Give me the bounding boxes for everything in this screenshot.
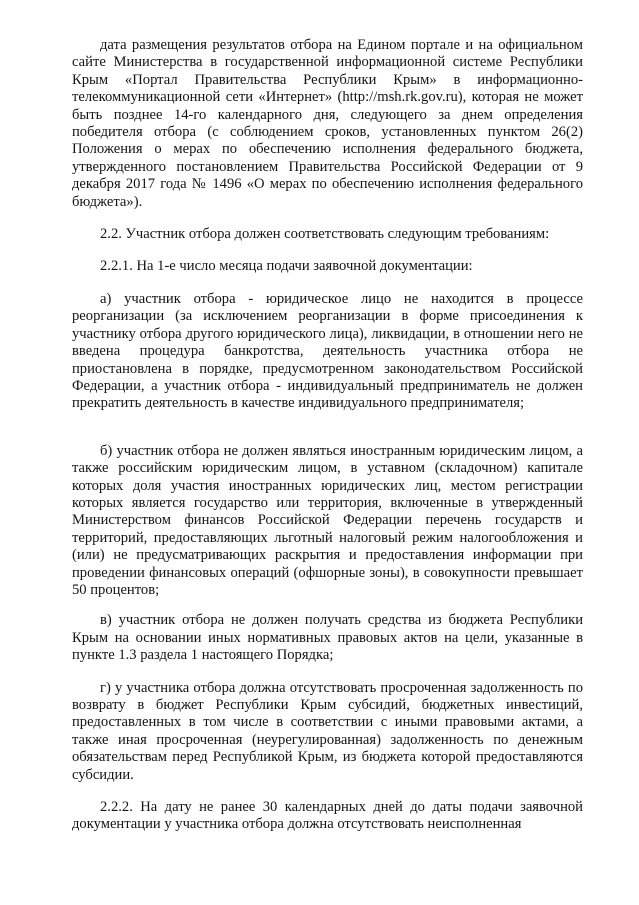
paragraph-2-2-1: 2.2.1. На 1-е число месяца подачи заявочной документации:	[100, 258, 473, 275]
paragraph-publication-date: дата размещения результатов отбора на Едином портале и на официальном сайте Министерства в государственной информационной системе Республики Крым «Портал Правительства Республики Крым» в информационно-телекоммуникационной сети «Интернет» (http://msh.rk.gov.ru), которая не может быть позднее 14-го календарного дня, следующего за днем определения победителя отбора (с соблюдением сроков, установленных пунктом 26(2) Положения о мерах по обеспечению исполнения федерального бюджета, утвержденного постановлением Правительства Российской Федерации от 9 декабря 2017 года № 1496 «О мерах по обеспечению исполнения федерального бюджета»).	[72, 37, 583, 210]
paragraph-2-2-2: 2.2.2. На дату не ранее 30 календарных дней до даты подачи заявочной документации у участника отбора должна отсутствовать неисполненная	[72, 799, 583, 833]
paragraph-item-v: в) участник отбора не должен получать средства из бюджета Республики Крым на основании иных нормативных правовых актов на цели, указанные в пункте 1.3 раздела 1 настоящего Порядка;	[72, 612, 583, 664]
paragraph-item-a: а) участник отбора - юридическое лицо не находится в процессе реорганизации (за исключением реорганизации в форме присоединения к участнику отбора другого юридического лица), ликвидации, в отношении него не введена процедура банкротства, деятельность участника отбора не приостановлена в порядке, предусмотренном законодательством Российской Федерации, а участник отбора - индивидуальный предприниматель не должен прекратить деятельность в качестве индивидуального предпринимателя;	[72, 290, 583, 412]
paragraph-item-b: б) участник отбора не должен являться иностранным юридическим лицом, а также российским юридическим лицом, в уставном (складочном) капитале которых доля участия иностранных юридических лиц, местом регистрации которых является государство или территория, включенные в утвержденный Министерством финансов Российской Федерации перечень государств и территорий, предоставляющих льготный налоговый режим налогообложения и (или) не предусматривающих раскрытия и предоставления информации при проведении финансовых операций (офшорные зоны), в совокупности превышает 50 процентов;	[72, 442, 583, 598]
paragraph-2-2-requirements: 2.2. Участник отбора должен соответствовать следующим требованиям:	[100, 226, 550, 243]
paragraph-item-g: г) у участника отбора должна отсутствовать просроченная задолженность по возврату в бюджет Республики Крым субсидий, бюджетных инвестиций, предоставленных в том числе в соответствии с иными правовыми актами, а также иная просроченная (неурегулированная) задолженность по денежным обязательствам перед Республикой Крым, из бюджета которой предоставляются субсидии.	[72, 679, 583, 783]
